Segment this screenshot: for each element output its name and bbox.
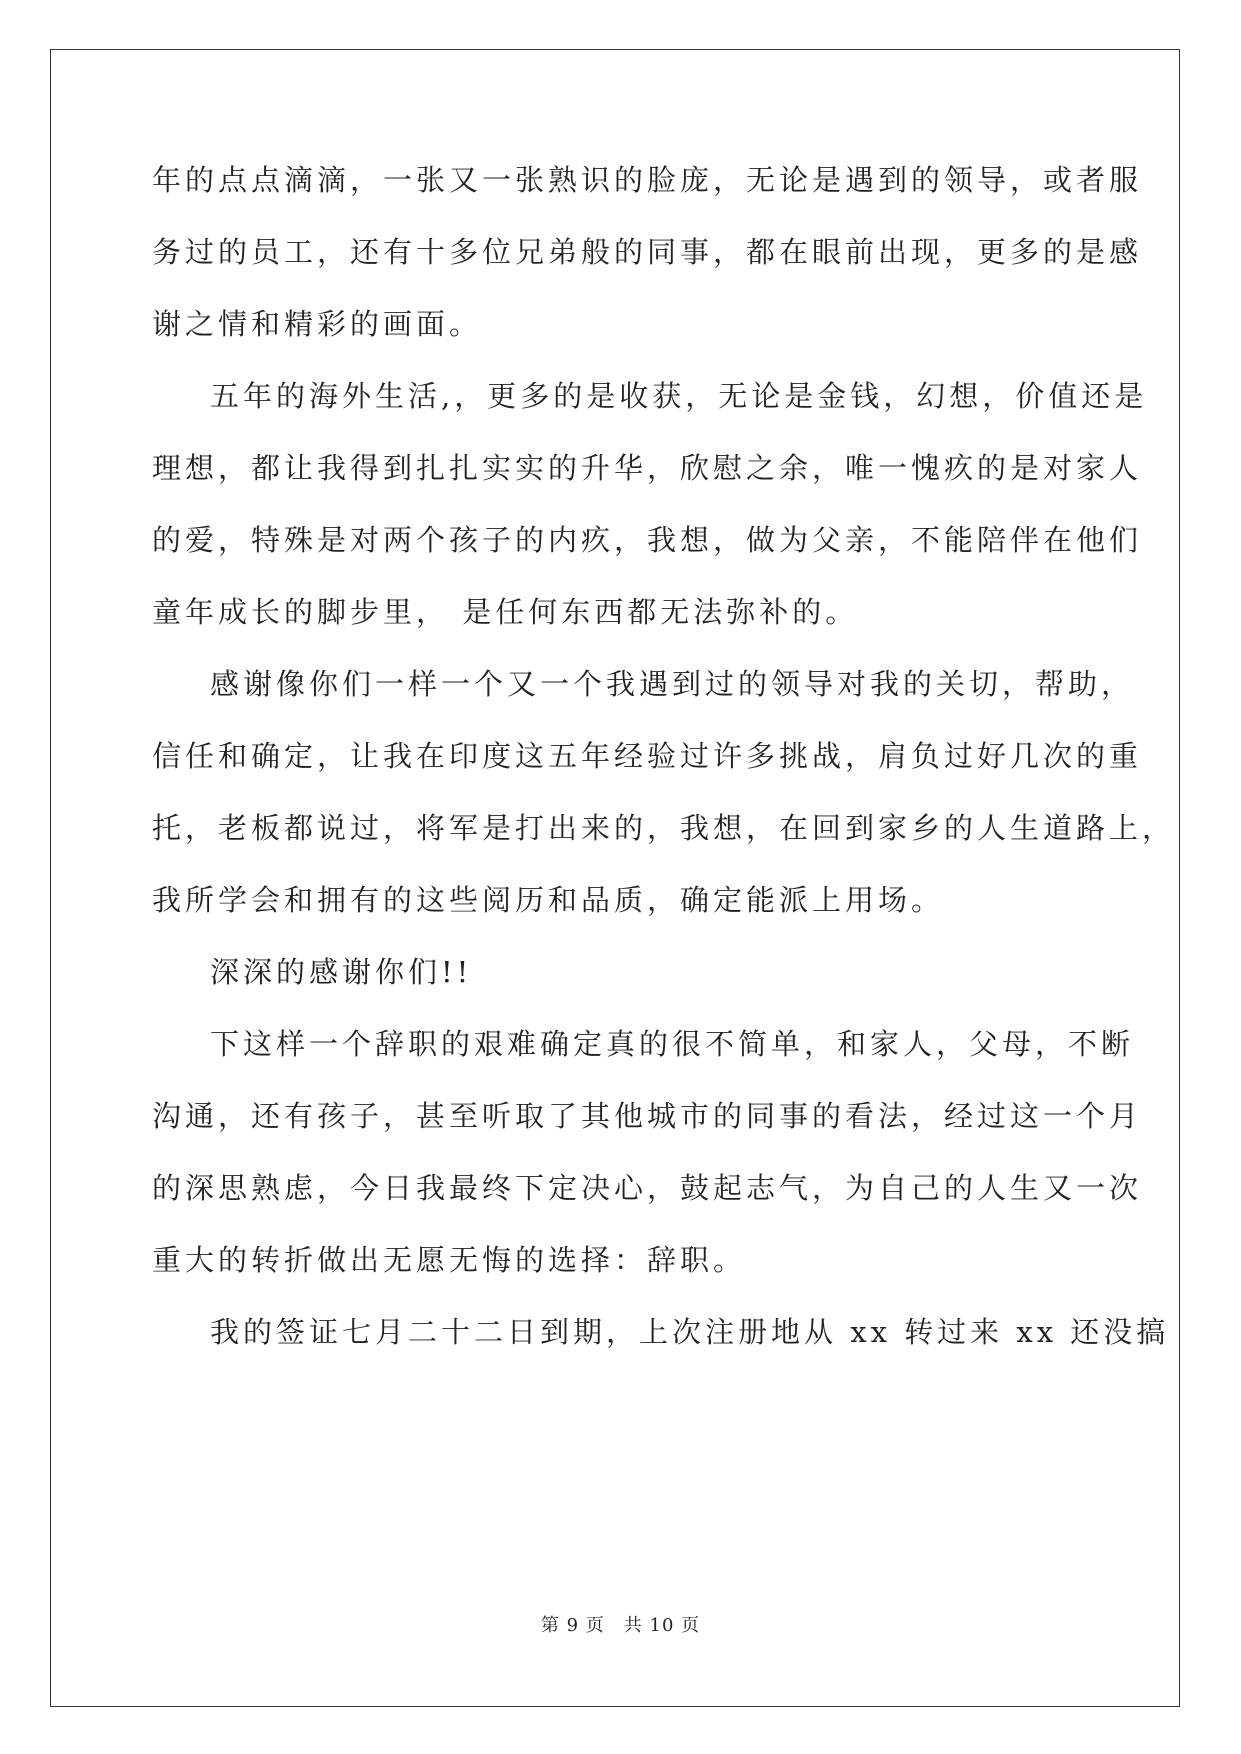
text-line: 重大的转折做出无愿无悔的选择：辞职。 [152,1243,747,1277]
text-line: 我所学会和拥有的这些阅历和品质，确定能派上用场。 [152,883,945,917]
text-line: 的爱，特殊是对两个孩子的内疚，我想，做为父亲，不能陪伴在他们 [152,523,1143,557]
text-line: 谢之情和精彩的画面。 [152,307,483,341]
paragraph-first-line: 五年的海外生活,，更多的是收获，无论是金钱，幻想，价值还是 [210,379,1148,413]
text-line: 理想，都让我得到扎扎实实的升华，欣慰之余，唯一愧疚的是对家人 [152,451,1143,485]
text-line: 童年成长的脚步里， 是任何东西都无法弥补的。 [152,595,859,629]
paragraph-first-line: 下这样一个辞职的艰难确定真的很不简单，和家人，父母，不断 [210,1027,1135,1061]
page-border [50,49,1180,1707]
text-line: 托，老板都说过，将军是打出来的，我想，在回到家乡的人生道路上， [152,811,1176,845]
text-line: 的深思熟虑，今日我最终下定决心，鼓起志气，为自己的人生又一次 [152,1171,1143,1205]
text-line: 沟通，还有孩子，甚至听取了其他城市的同事的看法，经过这一个月 [152,1099,1143,1133]
text-line: 信任和确定，让我在印度这五年经验过许多挑战，肩负过好几次的重 [152,739,1143,773]
text-line: 年的点点滴滴，一张又一张熟识的脸庞，无论是遇到的领导，或者服 [152,163,1143,197]
page-number-footer: 第 9 页 共 10 页 [540,1615,701,1636]
paragraph-first-line: 深深的感谢你们!! [210,955,473,989]
paragraph-first-line: 感谢像你们一样一个又一个我遇到过的领导对我的关切，帮助， [210,667,1135,701]
paragraph-first-line: 我的签证七月二十二日到期，上次注册地从 xx 转过来 xx 还没搞 [210,1315,1170,1349]
text-line: 务过的员工，还有十多位兄弟般的同事，都在眼前出现，更多的是感 [152,235,1143,269]
